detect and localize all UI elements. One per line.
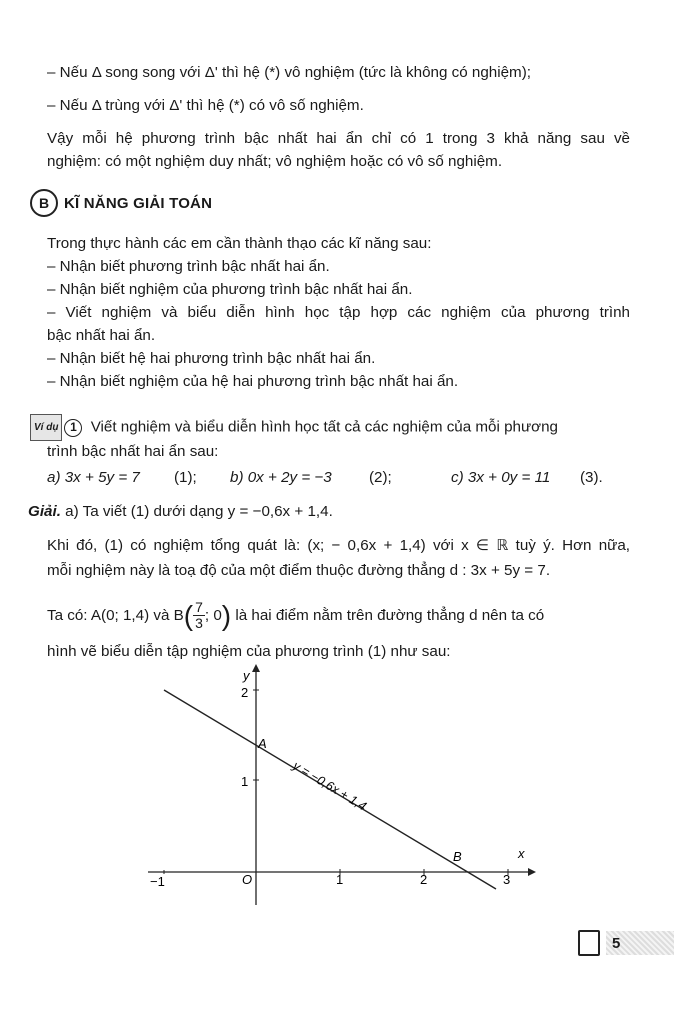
x-axis-arrow bbox=[528, 868, 536, 876]
y-axis-label: y bbox=[243, 668, 250, 683]
origin-label: O bbox=[242, 872, 253, 887]
solution-points-conclusion: là hai điểm nằm trên đường thẳng d nên ta có bbox=[235, 607, 545, 624]
skill-item-continued: bậc nhất hai ẩn. bbox=[47, 327, 156, 344]
page-number: 5 bbox=[612, 934, 621, 952]
solution-label: Giải. bbox=[28, 503, 61, 520]
equation-b-tag: (2); bbox=[369, 469, 392, 486]
skill-item: – Viết nghiệm và biểu diễn hình học tập hợp các nghiệm của phương trình bbox=[47, 304, 630, 321]
x-axis-label: x bbox=[518, 846, 525, 861]
equation-a: a) 3x + 5y = 7 bbox=[47, 469, 140, 486]
skill-item: – Nhận biết phương trình bậc nhất hai ẩn. bbox=[47, 258, 330, 275]
solution-text: a) Ta viết (1) dưới dạng y = −0,6x + 1,4. bbox=[65, 503, 333, 520]
point-b-label: B bbox=[453, 849, 462, 864]
x-tick-label: 2 bbox=[420, 872, 428, 887]
page-number-box bbox=[606, 931, 674, 955]
equation-c-tag: (3). bbox=[580, 469, 603, 486]
x-tick-label: −1 bbox=[150, 874, 165, 889]
page-number-marker bbox=[578, 930, 674, 956]
fraction-numerator: 7 bbox=[195, 599, 203, 616]
intro-conclusion-line1: Vậy mỗi hệ phương trình bậc nhất hai ẩn chỉ có 1 trong 3 khả năng sau về bbox=[47, 130, 630, 147]
example-label-box: Ví dụ bbox=[30, 414, 62, 441]
y-tick-label: 1 bbox=[241, 774, 249, 789]
skill-item: – Nhận biết hệ hai phương trình bậc nhất hai ẩn. bbox=[47, 350, 376, 367]
equation-b: b) 0x + 2y = −3 bbox=[230, 469, 332, 486]
intro-line-coincide: – Nếu Δ trùng với Δ' thì hệ (*) có vô số nghiệm. bbox=[47, 97, 364, 114]
intro-line-parallel: – Nếu Δ song song với Δ' thì hệ (*) vô nghiệm (tức là không có nghiệm); bbox=[47, 64, 531, 81]
point-a-label: A bbox=[258, 736, 267, 751]
paren-close: ) bbox=[221, 599, 232, 631]
intro-conclusion-line2: nghiệm: có một nghiệm duy nhất; vô nghiệm hoặc có vô số nghiệm. bbox=[47, 153, 503, 170]
solution-points-intro: Ta có: A(0; 1,4) và B bbox=[47, 607, 184, 624]
example-text-line2: trình bậc nhất hai ẩn sau: bbox=[47, 443, 219, 460]
solution-line3: mỗi nghiệm này là toạ độ của một điểm thuộc đường thẳng d : 3x + 5y = 7. bbox=[47, 562, 551, 579]
solution-line5: hình vẽ biểu diễn tập nghiệm của phương trình (1) như sau: bbox=[47, 643, 451, 660]
fraction-denominator: 3 bbox=[195, 615, 203, 632]
section-title: KĨ NĂNG GIẢI TOÁN bbox=[64, 194, 213, 212]
example-number: 1 bbox=[64, 419, 82, 437]
line-equation-label: y = −0,6x + 1,4 bbox=[290, 758, 369, 814]
section-lead: Trong thực hành các em cần thành thạo các kĩ năng sau: bbox=[47, 235, 432, 252]
paren-open: ( bbox=[183, 599, 194, 631]
section-badge: B bbox=[30, 189, 58, 217]
book-icon bbox=[578, 930, 600, 956]
x-tick-label: 3 bbox=[503, 872, 511, 887]
y-axis-arrow bbox=[252, 664, 260, 672]
skill-item: – Nhận biết nghiệm của phương trình bậc nhất hai ẩn. bbox=[47, 281, 413, 298]
y-tick-label: 2 bbox=[241, 685, 249, 700]
solution-line2: Khi đó, (1) có nghiệm tổng quát là: (x; − 0,6x + 1,4) với x ∈ ℝ tuỳ ý. Hơn nữa, bbox=[47, 537, 630, 554]
skill-item: – Nhận biết nghiệm của hệ hai phương trình bậc nhất hai ẩn. bbox=[47, 373, 459, 390]
example-text: Viết nghiệm và biểu diễn hình học tất cả các nghiệm của mỗi phương bbox=[90, 418, 559, 436]
equation-c: c) 3x + 0y = 11 bbox=[451, 469, 551, 486]
x-tick-label: 1 bbox=[336, 872, 344, 887]
equation-a-tag: (1); bbox=[174, 469, 197, 486]
point-b-y: ; 0 bbox=[204, 607, 222, 624]
